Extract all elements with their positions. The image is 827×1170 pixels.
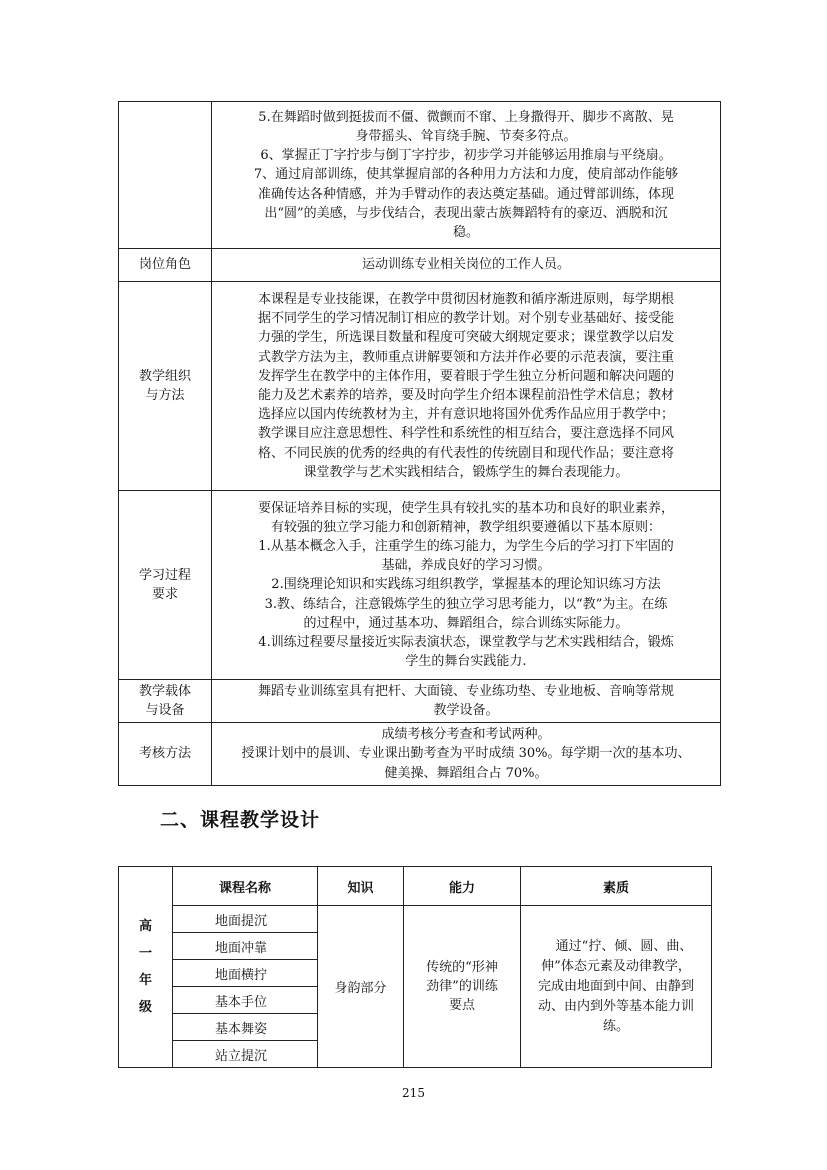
knowledge-cell: 身韵部分 [318, 906, 404, 1068]
course-name: 地面横拧 [173, 960, 318, 987]
text-line: 格、不同民族的优秀的经典的有代表性的传统剧目和现代作品；要注意将 [257, 445, 674, 461]
page-number: 215 [402, 1086, 425, 1100]
table-row [119, 282, 721, 491]
empty-label-cell [119, 102, 212, 249]
grade-char: 高 [138, 919, 152, 934]
course-name: 基本舞姿 [173, 1014, 318, 1041]
table-header-row [119, 867, 712, 906]
label-line: 与设备 [145, 703, 185, 718]
section-heading: 二、课程教学设计 [160, 809, 321, 831]
text-line: 学生的舞台实践能力. [405, 654, 527, 670]
text-line: 通过“拧、倾、圆、曲、 [555, 938, 693, 954]
header-ability: 能力 [404, 867, 521, 906]
row-label [119, 491, 212, 680]
table-row [119, 723, 721, 786]
table-row [119, 680, 721, 723]
text-line: 课堂教学与艺术实践相结合，锻炼学生的舞台表现能力。 [303, 464, 629, 480]
text-line: 身带摇头、耸肓绕手腕、节奏多符点。 [355, 128, 577, 144]
text-line: 授课计划中的晨训、专业课出勤考查为平时成绩 30%。每学期一次的基本功、 [241, 746, 691, 762]
text-line: 力强的学生，所选课目数量和程度可突破大纲规定要求；课堂教学以启发 [257, 330, 674, 346]
row-value [212, 282, 721, 491]
text-line: 1.从基本概念入手，注重学生的练习能力，为学生今后的学习打下牢固的 [258, 538, 674, 554]
row-value [212, 491, 721, 680]
label-line: 教学组织 [138, 368, 191, 384]
text-line: 传统的“形神 [426, 960, 498, 975]
label-line: 教学载体 [138, 683, 191, 699]
text-line: 伸”体态元素及动律教学， [541, 958, 691, 974]
text-line: 式教学方法为主，教师重点讲解要领和方法并作必要的示范表演，要注重 [257, 349, 674, 365]
objectives-cell [212, 102, 721, 249]
text-line: 动、由内到外等基本能力训 [537, 998, 694, 1014]
row-label: 考核方法 [119, 723, 212, 786]
text-line: 5.在舞蹈时做到挺拔而不僵、微颤而不窜、上身撒得开、脚步不离散、晃 [258, 109, 674, 125]
text-line: 练。 [602, 1018, 629, 1034]
quality-cell [521, 906, 712, 1068]
row-label: 岗位角色 [119, 249, 212, 282]
text-line: 稳。 [452, 225, 479, 240]
text-line: 有较强的独立学习能力和创新精神，教学组织要遵循以下基本原则： [270, 519, 661, 535]
text-line: 本课程是专业技能课，在教学中贯彻因材施教和循序渐进原则，每学期根 [257, 291, 674, 307]
text-line: 6、掌握正丁字拧步与倒丁字拧步，初步学习并能够运用推扇与平绕扇。 [260, 148, 672, 164]
text-line: 4.训练过程要尽量接近实际表演状态，课堂教学与艺术实践相结合，锻炼 [258, 635, 674, 650]
row-label [119, 680, 212, 723]
text-line: 能力及艺术素养的培养，要及时向学生介绍本课程前沿性学术信息；教材 [257, 388, 674, 403]
course-design-table [118, 866, 712, 1068]
row-value [212, 680, 721, 723]
text-line: 基础，养成良好的学习习惯。 [381, 558, 551, 574]
table-row [119, 491, 721, 680]
text-line: 选择应以国内传统教材为主，并有意识地将国外优秀作品应用于教学中； [257, 407, 674, 423]
label-line: 学习过程 [138, 567, 191, 583]
table-row [119, 102, 721, 249]
text-line: 据不同学生的学习情况制订相应的教学计划。对个别专业基础好、接受能 [257, 311, 674, 327]
text-line: 劲律”的训练 [426, 979, 498, 994]
row-value: 运动训练专业相关岗位的工作人员。 [212, 249, 721, 282]
text-line: 7、通过肩部训练，使其掌握肩部的各种用力方法和力度，使肩部动作能够 [253, 167, 679, 183]
text-line: 2.围绕理论知识和实践练习组织教学，掌握基本的理论知识练习方法 [271, 577, 661, 593]
course-name: 基本手位 [173, 987, 318, 1014]
header-quality: 素质 [521, 867, 712, 906]
row-label [119, 282, 212, 491]
header-knowledge: 知识 [318, 867, 404, 906]
grade-cell [119, 867, 173, 1068]
text-line: 健美操、舞蹈组合占 70%。 [384, 765, 548, 781]
label-line: 要求 [151, 587, 178, 602]
course-name: 地面提沉 [173, 906, 318, 933]
text-line: 3.教、练结合，注意锻炼学生的独立学习思考能力，以“教”为主。在练 [264, 596, 668, 612]
table-row [119, 906, 712, 933]
course-name: 地面冲靠 [173, 933, 318, 960]
row-value [212, 723, 721, 786]
course-name: 站立提沉 [173, 1041, 318, 1068]
grade-char: 年 [138, 973, 152, 988]
text-line: 教学课目应注意思想性、科学性和系统性的相互结合，要注意选择不同风 [257, 426, 674, 442]
text-line: 要点 [448, 998, 475, 1013]
ability-cell [404, 906, 521, 1068]
grade-char: 级 [138, 1000, 152, 1015]
text-line: 教学设备。 [433, 703, 499, 718]
text-line: 准确传达各种情感，并为手臂动作的表达奠定基础。通过臂部训练，体现 [257, 186, 674, 202]
text-line: 舞蹈专业训练室具有把杆、大面镜、专业练功垫、专业地板、音响等常规 [257, 683, 674, 699]
label-line: 与方法 [145, 388, 185, 403]
text-line: 发挥学生在教学中的主体作用，要着眼于学生独立分析问题和解决问题的 [257, 368, 674, 384]
text-line: 成绩考核分考查和考试两种。 [381, 727, 551, 743]
header-course-name: 课程名称 [173, 867, 318, 906]
table-row [119, 249, 721, 282]
grade-char: 一 [138, 946, 152, 961]
course-info-table [118, 101, 721, 786]
text-line: 的过程中，通过基本功、舞蹈组合，综合训练实际能力。 [303, 615, 629, 631]
text-line: 完成由地面到中间、由静到 [537, 978, 694, 994]
text-line: 要保证培养目标的实现，使学生具有较扎实的基本功和良好的职业素养， [257, 500, 674, 516]
text-line: 出“圆”的美感，与步伐结合，表现出蒙古族舞蹈特有的豪迈、洒脱和沉 [264, 205, 668, 221]
